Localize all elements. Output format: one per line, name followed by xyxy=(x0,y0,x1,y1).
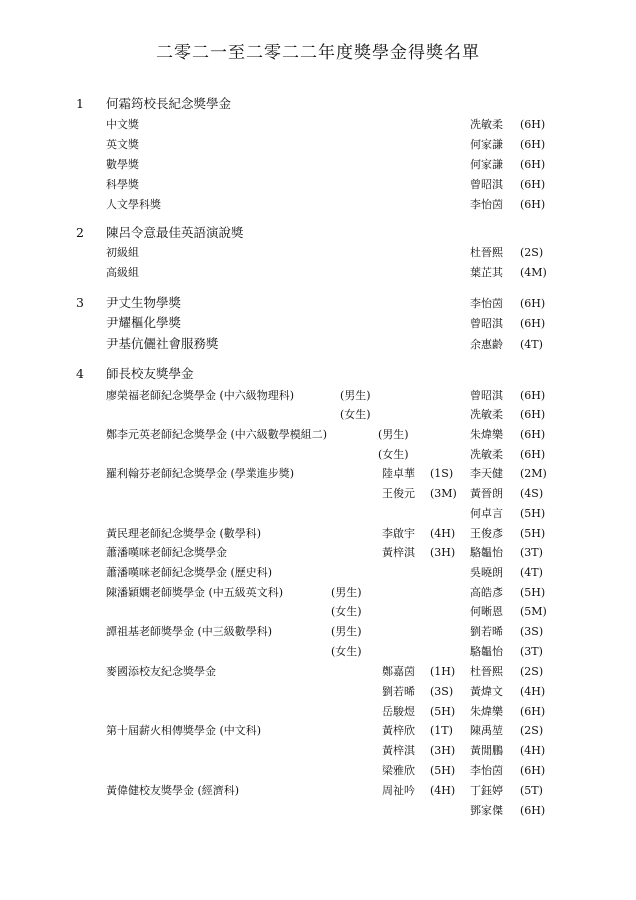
nominee-name: 岳駿煜 xyxy=(382,705,415,718)
winner-name: 何家謙 xyxy=(470,138,503,151)
award-label: 蕭潘嘆咪老師紀念獎學金 (歷史科) xyxy=(106,566,273,579)
winner-class: (6H) xyxy=(520,138,546,151)
winner-name: 丁鈺婷 xyxy=(470,784,503,797)
nominee-name: 周祉吟 xyxy=(382,784,415,797)
award-label: 蕭潘嘆咪老師紀念獎學金 xyxy=(106,546,227,559)
nominee-class: (3S) xyxy=(430,685,454,698)
winner-class: (6H) xyxy=(520,705,546,718)
award-label: 科學獎 xyxy=(106,178,139,191)
award-label: 陳潘穎嫻老師獎學金 (中五級英文科) xyxy=(106,586,284,599)
winner-class: (6H) xyxy=(520,408,546,421)
winner-name: 陳禹堃 xyxy=(470,724,503,737)
gender-label: (女生) xyxy=(378,448,409,461)
section-number: 1 xyxy=(76,96,84,111)
winner-class: (4T) xyxy=(520,566,543,579)
winner-name: 劉若晞 xyxy=(470,625,503,638)
winner-class: (6H) xyxy=(520,178,546,191)
winner-name: 黃晉朗 xyxy=(470,487,503,500)
winner-class: (2M) xyxy=(520,467,547,480)
nominee-name: 劉若晞 xyxy=(382,685,415,698)
gender-label: (男生) xyxy=(378,428,409,441)
winner-name: 李天健 xyxy=(470,467,503,480)
nominee-name: 黃梓淇 xyxy=(382,546,415,559)
award-label: 英文獎 xyxy=(106,138,139,151)
award-label: 鄭李元英老師紀念獎學金 (中六級數學模組二) xyxy=(106,428,328,441)
nominee-class: (5H) xyxy=(430,705,456,718)
award-label: 中文獎 xyxy=(106,118,139,131)
winner-class: (5H) xyxy=(520,507,546,520)
winner-name: 駱韞怡 xyxy=(470,645,503,658)
winner-class: (2S) xyxy=(520,665,544,678)
section-heading: 師長校友獎學金 xyxy=(106,366,194,381)
award-label: 羅利翰芬老師紀念獎學金 (學業進步獎) xyxy=(106,467,295,480)
document-title: 二零二一至二零二二年度獎學金得獎名單 xyxy=(156,43,480,63)
winner-class: (5H) xyxy=(520,586,546,599)
winner-class: (4H) xyxy=(520,685,546,698)
winner-class: (5H) xyxy=(520,527,546,540)
winner-name: 何家謙 xyxy=(470,158,503,171)
winner-class: (6H) xyxy=(520,297,546,310)
award-label: 第十屆薪火相傳獎學金 (中文科) xyxy=(106,724,262,737)
nominee-class: (1S) xyxy=(430,467,454,480)
nominee-class: (3H) xyxy=(430,744,456,757)
nominee-name: 鄭嘉茵 xyxy=(382,665,415,678)
winner-class: (5T) xyxy=(520,784,543,797)
nominee-name: 王俊元 xyxy=(382,487,415,500)
nominee-name: 李啟宇 xyxy=(382,527,415,540)
award-label: 人文學科獎 xyxy=(106,198,161,211)
award-label: 黃民理老師紀念獎學金 (數學科) xyxy=(106,527,262,540)
winner-name: 黃閒鵬 xyxy=(470,744,503,757)
winner-class: (3T) xyxy=(520,546,543,559)
winner-class: (2S) xyxy=(520,724,544,737)
winner-name: 杜晉熙 xyxy=(470,665,503,678)
winner-name: 朱煒樂 xyxy=(470,705,503,718)
section-number: 3 xyxy=(76,295,84,310)
winner-name: 杜晉熙 xyxy=(470,246,503,259)
winner-class: (6H) xyxy=(520,317,546,330)
winner-class: (6H) xyxy=(520,764,546,777)
section-heading: 陳呂令意最佳英語演說獎 xyxy=(106,225,244,240)
award-label: 麥國添校友紀念獎學金 xyxy=(106,665,216,678)
winner-class: (6H) xyxy=(520,389,546,402)
winner-class: (6H) xyxy=(520,804,546,817)
nominee-name: 黃梓欣 xyxy=(382,724,415,737)
nominee-class: (3H) xyxy=(430,546,456,559)
winner-name: 鄧家傑 xyxy=(470,804,503,817)
winner-class: (6H) xyxy=(520,158,546,171)
gender-label: (男生) xyxy=(331,625,362,638)
section-heading: 何霜筠校長紀念獎學金 xyxy=(106,96,232,111)
winner-class: (5M) xyxy=(520,605,547,618)
winner-name: 王俊彥 xyxy=(470,527,503,540)
winner-name: 曾昭淇 xyxy=(470,178,503,191)
award-label: 尹基伉儷社會服務獎 xyxy=(106,336,219,351)
award-label: 黃偉健校友獎學金 (經濟科) xyxy=(106,784,240,797)
nominee-class: (4H) xyxy=(430,527,456,540)
winner-class: (4S) xyxy=(520,487,544,500)
winner-class: (6H) xyxy=(520,428,546,441)
nominee-class: (1H) xyxy=(430,665,456,678)
winner-class: (3S) xyxy=(520,625,544,638)
gender-label: (男生) xyxy=(340,389,371,402)
winner-name: 黃煒文 xyxy=(470,685,503,698)
award-label: 譚祖基老師獎學金 (中三級數學科) xyxy=(106,625,273,638)
nominee-name: 陸卓華 xyxy=(382,467,415,480)
gender-label: (女生) xyxy=(331,605,362,618)
winner-name: 冼敏柔 xyxy=(470,118,503,131)
winner-name: 余惠齡 xyxy=(470,338,503,351)
nominee-name: 梁雅欣 xyxy=(382,764,415,777)
nominee-class: (3M) xyxy=(430,487,457,500)
section-heading: 尹丈生物學獎 xyxy=(106,295,182,310)
winner-name: 朱煒樂 xyxy=(470,428,503,441)
nominee-class: (1T) xyxy=(430,724,453,737)
award-label: 廖榮福老師紀念獎學金 (中六級物理科) xyxy=(106,389,295,402)
gender-label: (女生) xyxy=(340,408,371,421)
winner-name: 葉芷其 xyxy=(470,266,503,279)
winner-name: 何卓言 xyxy=(470,507,503,520)
winner-class: (4H) xyxy=(520,744,546,757)
winner-name: 何晰恩 xyxy=(470,605,503,618)
section-number: 2 xyxy=(76,225,84,240)
award-label: 尹耀樞化學獎 xyxy=(106,315,182,330)
winner-class: (4M) xyxy=(520,266,547,279)
winner-name: 李怡茵 xyxy=(470,297,503,310)
award-label: 數學獎 xyxy=(106,158,139,171)
winner-name: 高皓彥 xyxy=(470,586,503,599)
nominee-class: (4H) xyxy=(430,784,456,797)
gender-label: (男生) xyxy=(331,586,362,599)
winner-name: 曾昭淇 xyxy=(470,389,503,402)
nominee-class: (5H) xyxy=(430,764,456,777)
section-number: 4 xyxy=(76,366,84,381)
winner-name: 冼敏柔 xyxy=(470,448,503,461)
winner-class: (2S) xyxy=(520,246,544,259)
winner-class: (3T) xyxy=(520,645,543,658)
award-label: 初級組 xyxy=(106,246,139,259)
winner-class: (6H) xyxy=(520,448,546,461)
winner-name: 李怡茵 xyxy=(470,764,503,777)
winner-class: (4T) xyxy=(520,338,543,351)
nominee-name: 黃梓淇 xyxy=(382,744,415,757)
winner-name: 李怡茵 xyxy=(470,198,503,211)
winner-class: (6H) xyxy=(520,198,546,211)
gender-label: (女生) xyxy=(331,645,362,658)
winner-name: 曾昭淇 xyxy=(470,317,503,330)
winner-name: 駱韞怡 xyxy=(470,546,503,559)
award-label: 高級組 xyxy=(106,266,139,279)
winner-name: 冼敏柔 xyxy=(470,408,503,421)
winner-name: 吳曉朗 xyxy=(470,566,503,579)
winner-class: (6H) xyxy=(520,118,546,131)
